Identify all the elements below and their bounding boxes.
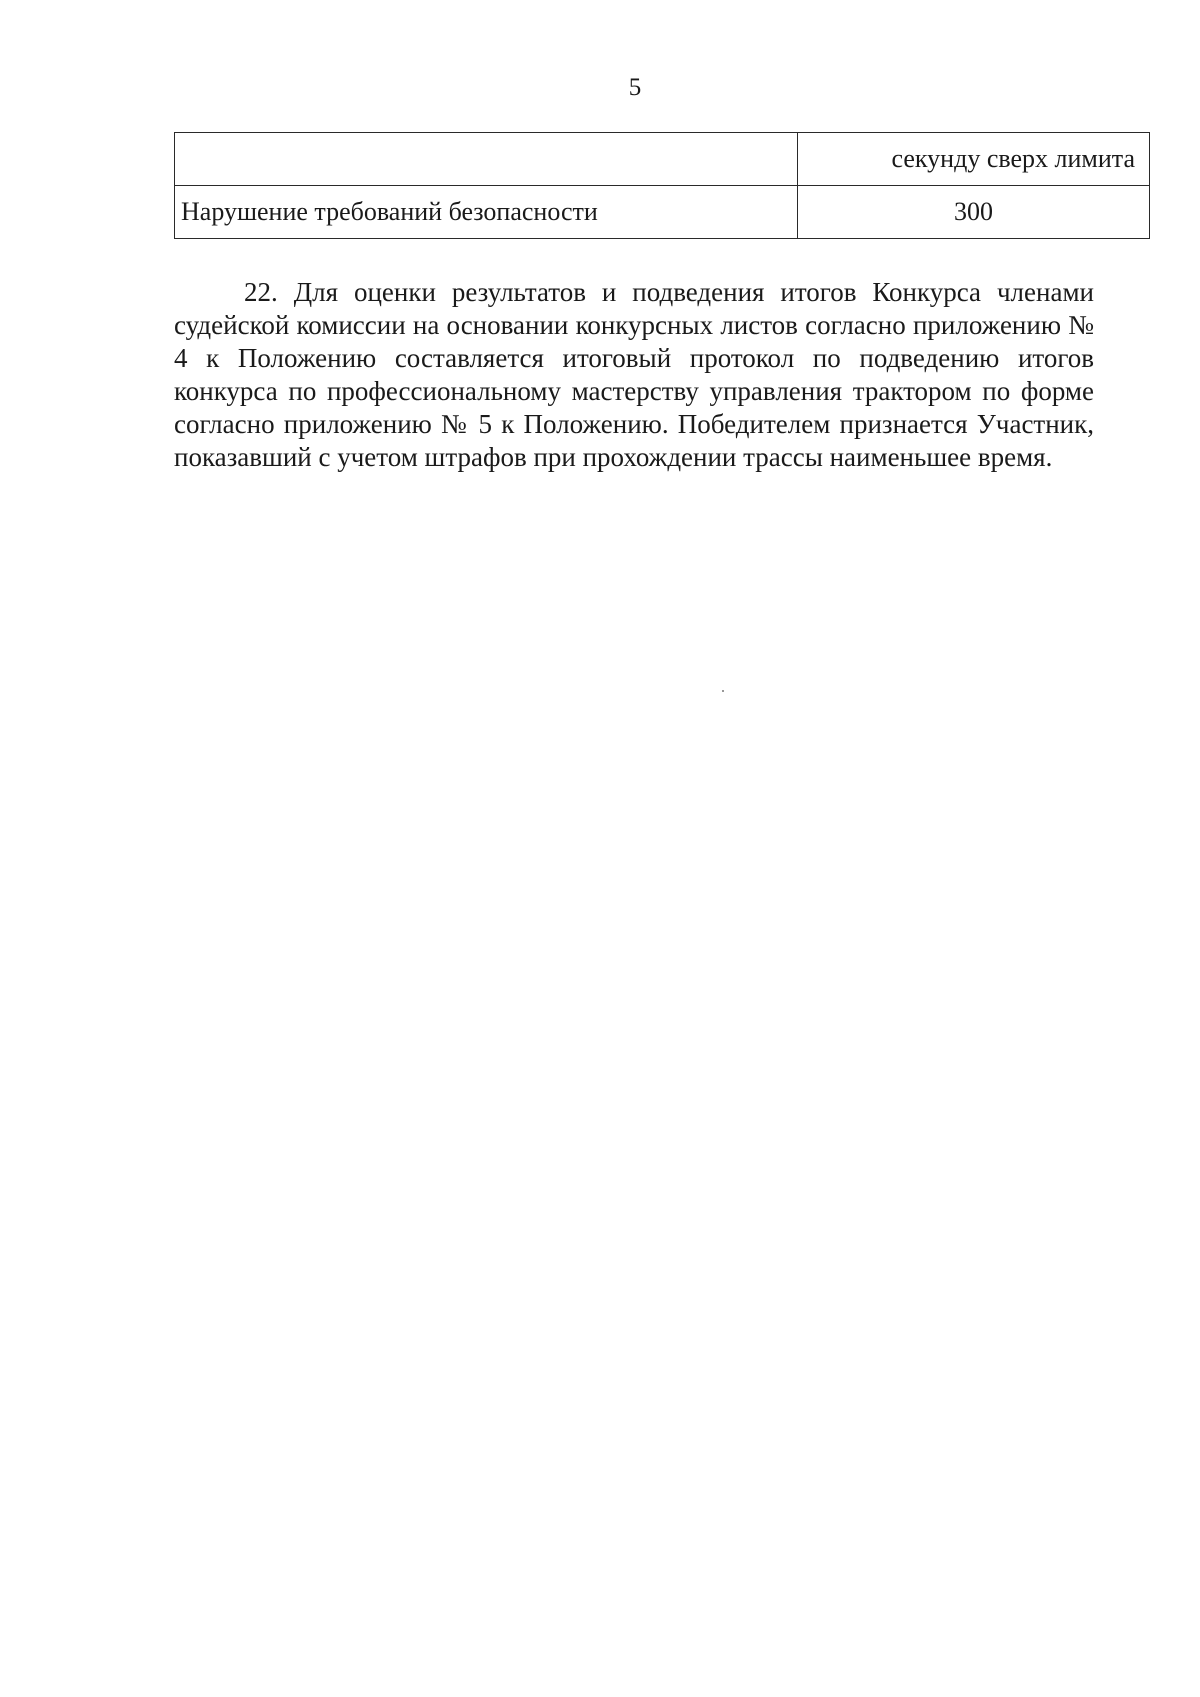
table-cell-name xyxy=(175,133,798,186)
table-row xyxy=(175,133,1150,186)
table-cell-value: 300 xyxy=(798,186,1150,239)
scan-speck xyxy=(722,690,724,692)
page-number: 5 xyxy=(628,74,642,101)
table-cell-value: секунду сверх лимита xyxy=(798,133,1150,186)
table-cell-name: Нарушение требований безопасности xyxy=(175,186,798,239)
body-paragraph: 22. Для оценки результатов и подведения итогов Конкурса членами судейской комиссии на основании конкурсных листов согласно приложению № 4 к Положению составляется итоговый протокол по подведению итогов конкурса по профессиональному мастерству управления трактором по форме согласно приложению № 5 к Положению. Победителем признается Участник, показавший с учетом штрафов при прохождении трассы наименьшее время. xyxy=(174,277,1094,472)
penalty-table xyxy=(174,132,1150,239)
table-row xyxy=(175,186,1150,239)
